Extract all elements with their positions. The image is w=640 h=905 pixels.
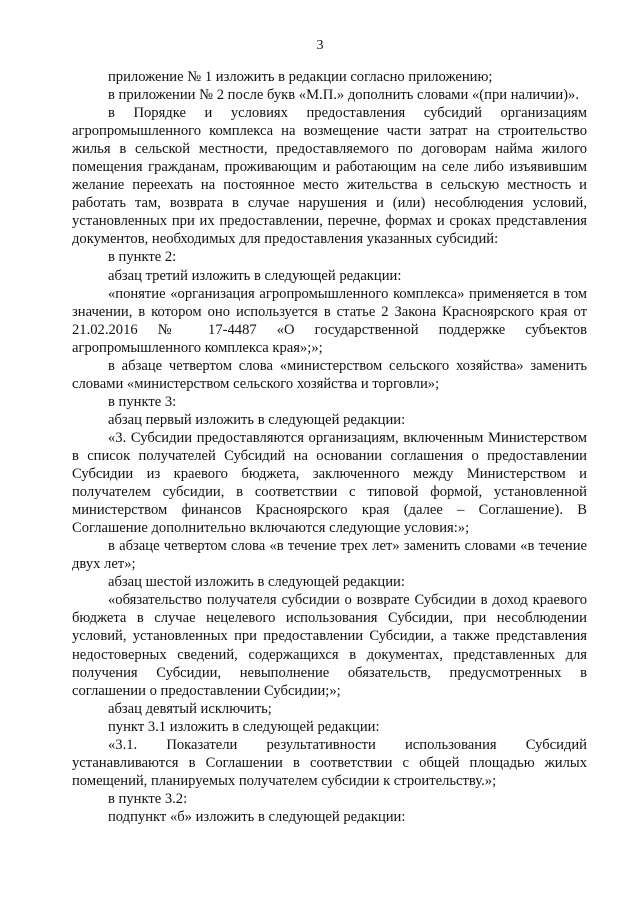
paragraph: приложение № 1 изложить в редакции согласно приложению;	[108, 69, 493, 85]
document-body	[72, 68, 587, 826]
paragraph: абзац первый изложить в следующей редакции:	[108, 411, 406, 428]
paragraph: в пункте 2:	[108, 249, 177, 266]
paragraph: «понятие «организация агропромышленного комплекса» применяется в том значении, в котором оно используется в статье 2 Закона Красноярского края от 21.02.2016 № 17-4487 «О государственной поддержке субъектов агропромышленного комплекса края»;»;	[72, 285, 587, 356]
paragraph: в абзаце четвертом слова «в течение трех лет» заменить словами «в течение двух лет»;	[72, 538, 587, 573]
paragraph: абзац третий изложить в следующей редакции:	[108, 267, 402, 284]
paragraph: «3. Субсидии предоставляются организациям, включенным Министерством в список получателей Субсидий на основании соглашения о предоставлении Субсидии из краевого бюджета, заключенного между Министерством и получателем субсидии, в соответствии с типовой формой, установленной министерством финансов Красноярского края (далее – Соглашение). В Соглашение дополнительно включаются следующие условия:»;	[72, 429, 587, 537]
paragraph: абзац шестой изложить в следующей редакции:	[108, 574, 405, 591]
paragraph: подпункт «б» изложить в следующей редакции:	[108, 808, 406, 825]
paragraph: в пункте 3:	[108, 393, 177, 410]
paragraph: в абзаце четвертом слова «министерством сельского хозяйства» заменить словами «министерством сельского хозяйства и торговли»;	[72, 357, 587, 392]
paragraph: абзац девятый исключить;	[108, 700, 272, 717]
paragraph: в пункте 3.2:	[108, 790, 188, 807]
paragraph: «обязательство получателя субсидии о возврате Субсидии в доход краевого бюджета в случае нецелевого использования Субсидии, при несоблюдении условий, установленных при предоставлении Субсидии, а также представления недостоверных сведений, содержащихся в документах, представленных для получения Субсидии, невыполнение обязательств, предусмотренных в соглашении о предоставлении Субсидии;»;	[72, 592, 587, 699]
paragraph: пункт 3.1 изложить в следующей редакции:	[108, 718, 380, 735]
page-number: 3	[316, 38, 324, 53]
paragraph: «3.1. Показатели результативности использования Субсидий устанавливаются в Соглашении в соответствии с общей площадью жилых помещений, планируемых получателем субсидии к строительству.»;	[72, 736, 587, 789]
paragraph: в приложении № 2 после букв «М.П.» дополнить словами «(при наличии)».	[108, 87, 579, 104]
paragraph: в Порядке и условиях предоставления субсидий организациям агропромышленного комплекса на возмещение части затрат на строительство жилья в сельской местности, предоставляемого по договорам найма жилого помещения гражданам, проживающим и работающим на селе либо изъявившим желание переехать на постоянное место жительства в сельскую местность и работать там, возврата в случае нарушения и (или) несоблюдения условий, установленных при их предоставлении, перечне, формах и сроках представления документов, необходимых для предоставления указанных субсидий:	[72, 105, 587, 248]
